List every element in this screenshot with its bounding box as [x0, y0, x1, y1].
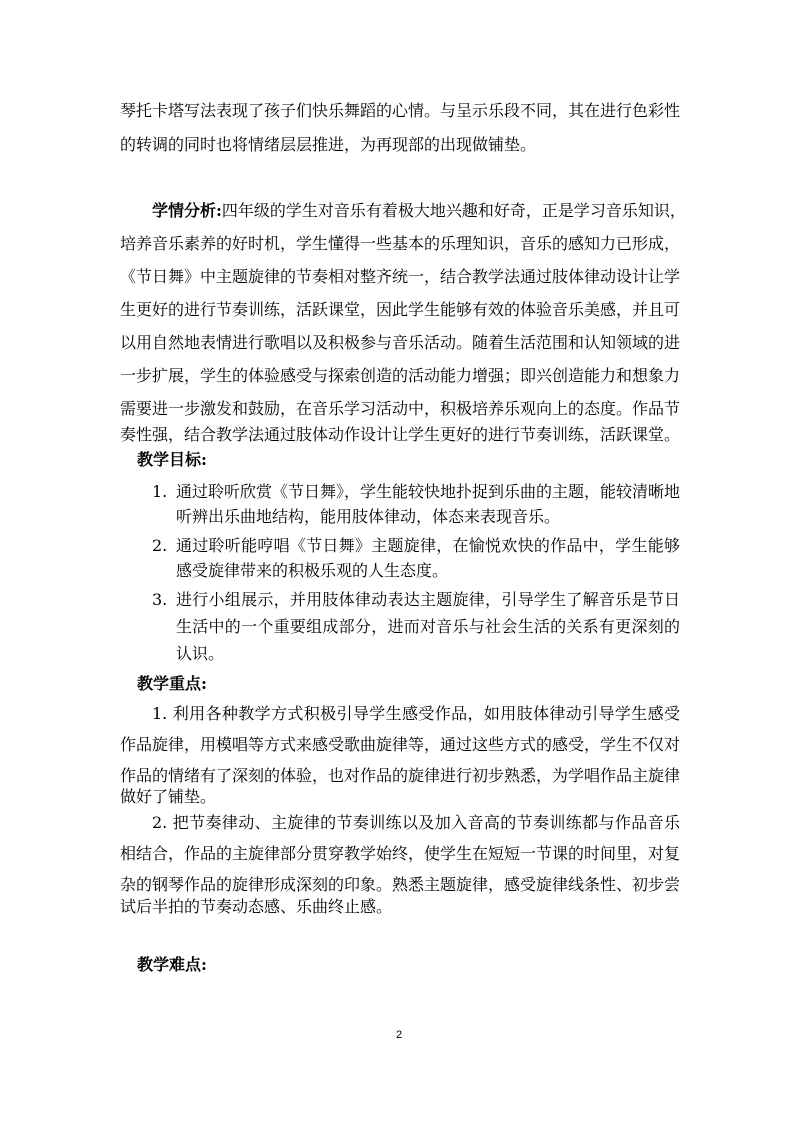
keypoint-line: 2. 把节奏律动、主旋律的节奏训练以及加入音高的节奏训练都与作品音乐	[152, 813, 680, 832]
keypoint-line: 1. 利用各种教学方式积极引导学生感受作品，如用肢体律动引导学生感受	[152, 704, 680, 723]
analysis-line: 以用自然地表情进行歌唱以及积极参与音乐活动。随着生活范围和认知领域的进	[120, 333, 680, 352]
objective-number: 3.	[152, 590, 168, 609]
objective-number: 2.	[152, 536, 168, 555]
objective-line: 进行小组展示，并用肢体律动表达主题旋律，引导学生了解音乐是节日	[176, 590, 680, 609]
analysis-heading: 学情分析:	[152, 201, 222, 220]
page-number: 2	[396, 1029, 403, 1041]
objective-line: 通过聆听能哼唱《节日舞》主题旋律，在愉悦欢快的作品中，学生能够	[176, 536, 680, 555]
objectives-heading: 教学目标:	[137, 450, 207, 469]
keypoint-line: 作品的情绪有了深刻的体验，也对作品的旋律进行初步熟悉，为学唱作品主旋律	[120, 766, 680, 785]
objective-line: 生活中的一个重要组成部分，进而对音乐与社会生活的关系有更深刻的	[176, 617, 680, 636]
objective-line: 听辨出乐曲地结构，能用肢体律动，体态来表现音乐。	[176, 507, 561, 526]
objective-line: 感受旋律带来的积极乐观的人生态度。	[176, 561, 449, 580]
analysis-line: 《节日舞》中主题旋律的节奏相对整齐统一，结合教学法通过肢体律动设计让学	[120, 267, 680, 286]
objective-line: 通过聆听欣赏《节日舞》，学生能较快地扑捉到乐曲的主题，能较清晰地	[176, 482, 680, 501]
keypoints-heading: 教学重点:	[137, 674, 207, 693]
analysis-first-line	[152, 201, 686, 221]
keypoint-line: 做好了铺垫。	[120, 787, 217, 806]
keypoint-line: 杂的钢琴作品的旋律形成深刻的印象。熟悉主题旋律，感受旋律线条性、初步尝	[120, 875, 680, 894]
difficulties-heading: 教学难点:	[137, 955, 207, 974]
objective-number: 1.	[152, 482, 168, 501]
intro-line-1: 琴托卡塔写法表现了孩子们快乐舞蹈的心情。与呈示乐段不同，其在进行色彩性	[120, 101, 680, 120]
objective-line: 认识。	[176, 644, 225, 663]
analysis-line: 生更好的进行节奏训练，活跃课堂，因此学生能够有效的体验音乐美感，并且可	[120, 300, 680, 319]
analysis-line: 一步扩展，学生的体验感受与探索创造的活动能力增强；即兴创造能力和想象力	[120, 366, 680, 385]
analysis-line: 需要进一步激发和鼓励，在音乐学习活动中，积极培养乐观向上的态度。作品节	[120, 399, 680, 418]
analysis-line-1: 四年级的学生对音乐有着极大地兴趣和好奇，正是学习音乐知识，	[221, 201, 686, 220]
keypoint-line: 相结合，作品的主旋律部分贯穿教学始终，使学生在短短一节课的时间里，对复	[120, 844, 680, 863]
intro-line-2: 的转调的同时也将情绪层层推进，为再现部的出现做铺垫。	[120, 135, 537, 154]
keypoint-line: 试后半拍的节奏动态感、乐曲终止感。	[120, 897, 393, 916]
analysis-line: 奏性强，结合教学法通过肢体动作设计让学生更好的进行节奏训练，活跃课堂。	[120, 425, 680, 444]
analysis-line: 培养音乐素养的好时机，学生懂得一些基本的乐理知识，音乐的感知力已形成，	[120, 234, 680, 253]
keypoint-line: 作品旋律，用模唱等方式来感受歌曲旋律等，通过这些方式的感受，学生不仅对	[120, 735, 680, 754]
